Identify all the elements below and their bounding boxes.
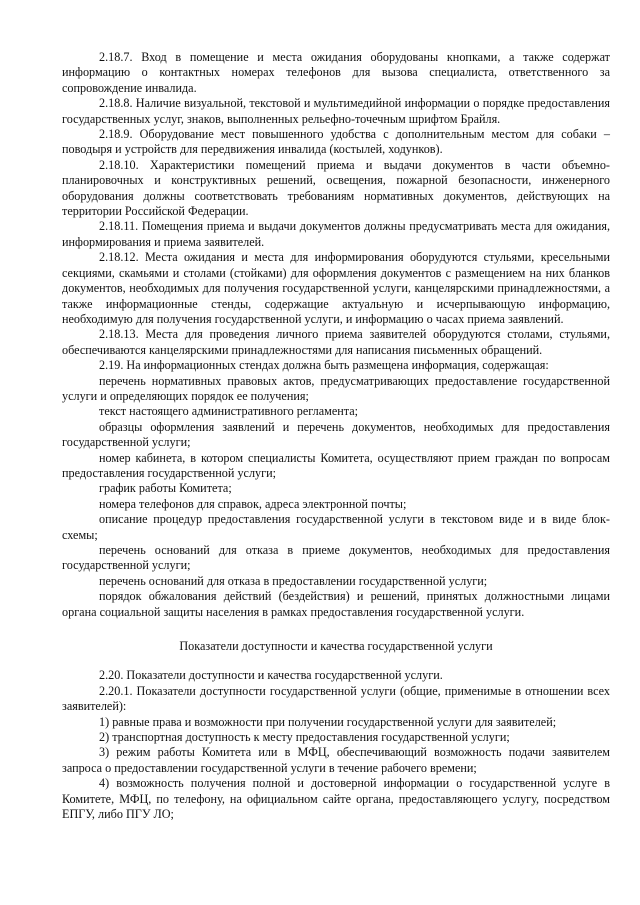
section-accessibility-requirements [62, 50, 610, 620]
list-item-regulation-text: текст настоящего административного регламента; [99, 404, 359, 419]
list-item-information-access: 4) возможность получения полной и достоверной информации о государственной услуге в Комитете, МФЦ, по телефону, на официальном сайте органа, предоставляющего услугу, посредством ЕПГУ, либо ПГУ ЛО; [62, 776, 610, 822]
paragraph-2-18-9: 2.18.9. Оборудование мест повышенного удобства с дополнительным местом для собаки – поводыря и устройств для передвижения инвалида (костылей, ходунков). [62, 127, 610, 157]
list-item-service-refusal-grounds: перечень оснований для отказа в предоставлении государственной услуги; [99, 573, 488, 588]
list-item-equal-rights: 1) равные права и возможности при получении государственной услуги для заявителей; [99, 714, 557, 729]
list-item-legal-acts: перечень нормативных правовых актов, предусматривающих предоставление государственной услуги и определяющих порядок ее получения; [62, 373, 610, 403]
list-item-appeal-procedure: порядок обжалования действий (бездействия) и решений, принятых должностными лицами органа социальной защиты населения в рамках предоставления государственной услуги. [62, 589, 610, 619]
paragraph-2-19: 2.19. На информационных стендах должна быть размещена информация, содержащая: [99, 358, 549, 373]
list-item-transport-access: 2) транспортная доступность к месту предоставления государственной услуги; [99, 730, 510, 745]
section-quality-indicators [62, 668, 610, 822]
list-item-work-schedule: график работы Комитета; [99, 481, 232, 496]
list-item-office-number: номер кабинета, в котором специалисты Комитета, осуществляют прием граждан по вопросам предоставления государственной услуги; [62, 450, 610, 480]
paragraph-2-20-1: 2.20.1. Показатели доступности государственной услуги (общие, применимые в отношении всех заявителей): [62, 683, 610, 714]
section-heading: Показатели доступности и качества государственной услуги [179, 639, 493, 654]
paragraph-2-18-11: 2.18.11. Помещения приема и выдачи документов должны предусматривать места для ожидания, информирования и приема заявителей. [62, 219, 610, 249]
paragraph-2-18-10: 2.18.10. Характеристики помещений приема и выдачи документов в части объемно-планировочных и конструктивных решений, освещения, пожарной безопасности, инженерного оборудования должны соответствовать требованиям нормативных документов, действующих на территории Российской Федерации. [62, 157, 610, 219]
paragraph-2-18-12: 2.18.12. Места ожидания и места для информирования оборудуются стульями, кресельными секциями, скамьями и столами (стойками) для оформления документов с размещением на них бланков документов, необходимых для получения государственной услуги, канцелярскими принадлежностями, а также информационные стенды, содержащие актуальную и исчерпывающую информацию, необходимую для получения государственной услуги, и информацию о часах приема заявлений. [62, 250, 610, 326]
list-item-document-refusal-grounds: перечень оснований для отказа в приеме документов, необходимых для предоставления государственной услуги; [62, 543, 610, 573]
list-item-working-hours: 3) режим работы Комитета или в МФЦ, обеспечивающий возможность подачи заявителем запроса о предоставлении государственной услуги в течение рабочего времени; [62, 745, 610, 775]
document-page [62, 50, 610, 823]
paragraph-2-18-8: 2.18.8. Наличие визуальной, текстовой и мультимедийной информации о порядке предоставления государственных услуг, знаков, выполненных рельефно-точечным шрифтом Брайля. [62, 96, 610, 126]
paragraph-2-18-7: 2.18.7. Вход в помещение и места ожидания оборудованы кнопками, а также содержат информацию о контактных номерах телефонов для вызова специалиста, ответственного за сопровождение инвалида. [62, 50, 610, 95]
paragraph-2-18-13: 2.18.13. Места для проведения личного приема заявителей оборудуются столами, стульями, обеспечиваются канцелярскими принадлежностями для написания письменных обращений. [62, 327, 610, 357]
list-item-application-samples: образцы оформления заявлений и перечень документов, необходимых для предоставления государственной услуги; [62, 419, 610, 450]
list-item-procedure-description: описание процедур предоставления государственной услуги в текстовом виде и в виде блок-схемы; [62, 512, 610, 542]
paragraph-2-20: 2.20. Показатели доступности и качества государственной услуги. [99, 668, 443, 683]
list-item-phone-numbers: номера телефонов для справок, адреса электронной почты; [99, 496, 407, 511]
